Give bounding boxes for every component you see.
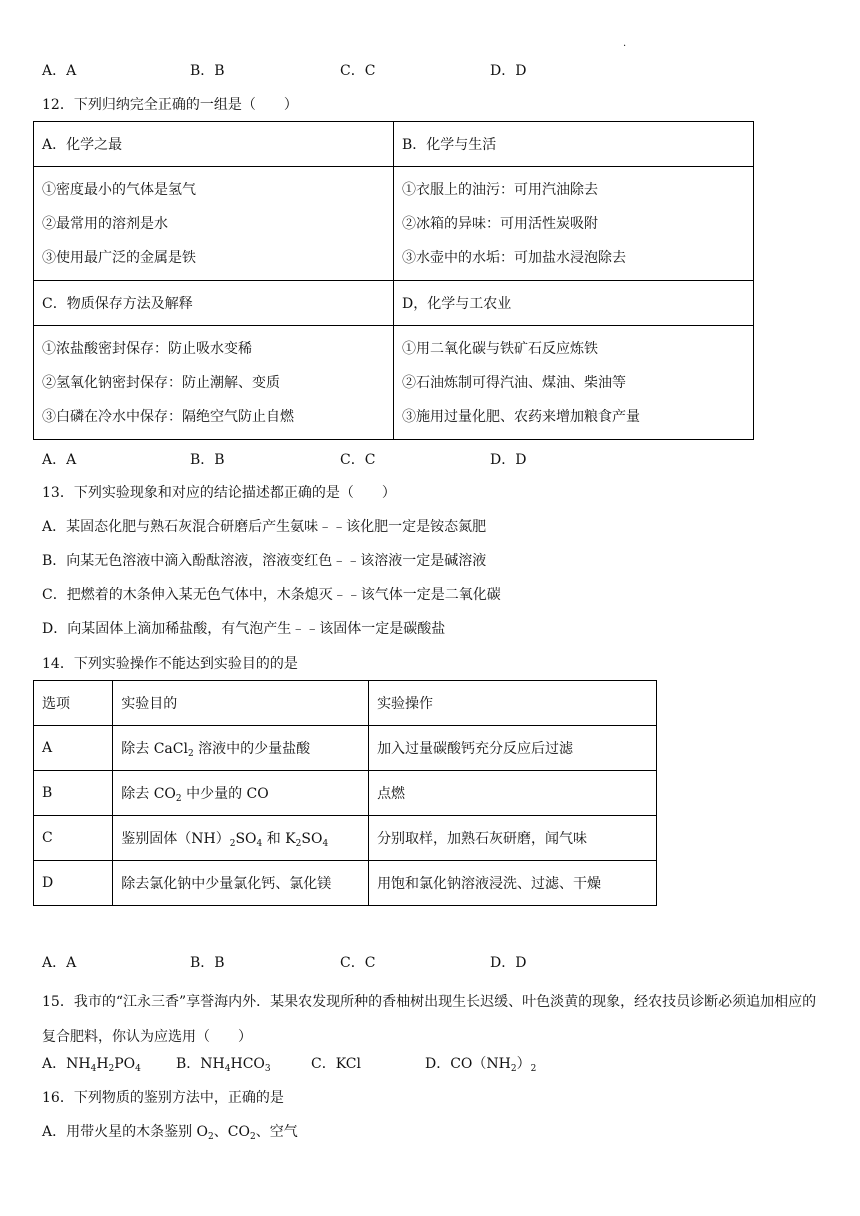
row-purpose: 鉴别固体$(NH)_2SO_4$ 和 $K_2SO_4$	[113, 816, 369, 861]
q14-stem: 14．下列实验操作不能达到实验目的的是	[42, 656, 298, 672]
q12-d-item: ③施用过量化肥、农药来增加粮食产量	[402, 408, 640, 425]
header-option: 选项	[34, 681, 113, 726]
q12-group-a-items	[34, 167, 394, 281]
table-row	[34, 771, 657, 816]
q12-option-a[interactable]: A．A	[42, 452, 77, 468]
q12-group-a-title: A．化学之最	[34, 122, 394, 167]
row-option: C	[34, 816, 113, 861]
q12-a-item: ②最常用的溶剂是水	[42, 215, 168, 232]
row-operation: 点燃	[369, 771, 657, 816]
q14-option-c[interactable]: C．C	[340, 955, 376, 971]
q12-d-item: ②石油炼制可得汽油、煤油、柴油等	[402, 374, 626, 391]
table-header-row	[34, 681, 657, 726]
q13-choice-d[interactable]: D．向某固体上滴加稀盐酸，有气泡产生﹣﹣该固体一定是碳酸盐	[42, 621, 446, 637]
q12-b-item: ②冰箱的异味：可用活性炭吸附	[402, 215, 598, 232]
q15-option-b[interactable]: B．$NH_4HCO_3$	[176, 1056, 271, 1074]
q12-b-item: ①衣服上的油污：可用汽油除去	[402, 181, 598, 198]
table-row	[34, 861, 657, 906]
q14-option-b[interactable]: B．B	[190, 955, 225, 971]
header-dot: .	[623, 38, 627, 49]
q12-table	[33, 121, 754, 440]
q15-option-a[interactable]: A．$NH_4H_2PO_4$	[42, 1056, 141, 1074]
q14-options	[42, 954, 602, 972]
q16-choice-a[interactable]: A．用带火星的木条鉴别 $O_2$、$CO_2$、空气	[42, 1124, 298, 1142]
row-option: D	[34, 861, 113, 906]
q16-stem: 16．下列物质的鉴别方法中，正确的是	[42, 1090, 284, 1106]
q12-c-item: ③白磷在冷水中保存：隔绝空气防止自燃	[42, 408, 294, 425]
q12-group-d-title: D，化学与工农业	[394, 281, 754, 326]
q12-option-d[interactable]: D．D	[490, 452, 527, 468]
q11-option-d[interactable]: D．D	[490, 63, 527, 79]
row-option: B	[34, 771, 113, 816]
q15-option-c[interactable]: C．KCl	[311, 1056, 361, 1072]
q12-group-b-title: B．化学与生活	[394, 122, 754, 167]
q14-option-a[interactable]: A．A	[42, 955, 77, 971]
row-purpose: 除去 $CO_2$ 中少量的 CO	[113, 771, 369, 816]
row-purpose: 除去氯化钠中少量氯化钙、氯化镁	[113, 861, 369, 906]
q12-a-item: ③使用最广泛的金属是铁	[42, 249, 196, 266]
q12-group-d-items	[394, 326, 754, 440]
row-operation: 用饱和氯化钠溶液浸洗、过滤、干燥	[369, 861, 657, 906]
row-operation: 加入过量碳酸钙充分反应后过滤	[369, 726, 657, 771]
q12-a-item: ①密度最小的气体是氢气	[42, 181, 196, 198]
q12-b-item: ③水壶中的水垢：可加盐水浸泡除去	[402, 249, 626, 266]
row-option: A	[34, 726, 113, 771]
table-row	[34, 816, 657, 861]
q15-option-d[interactable]: D．$CO(NH_2)_2$	[425, 1056, 537, 1074]
q12-group-c-items	[34, 326, 394, 440]
q12-options	[42, 451, 602, 469]
q12-group-b-items	[394, 167, 754, 281]
q13-choice-a[interactable]: A．某固态化肥与熟石灰混合研磨后产生氨味﹣﹣该化肥一定是铵态氮肥	[42, 519, 487, 535]
q11-option-b[interactable]: B．B	[190, 63, 225, 79]
q11-options	[42, 62, 602, 80]
table-row	[34, 726, 657, 771]
q13-choice-c[interactable]: C．把燃着的木条伸入某无色气体中，木条熄灭﹣﹣该气体一定是二氧化碳	[42, 587, 501, 603]
q12-stem: 12．下列归纳完全正确的一组是（ ）	[42, 97, 298, 113]
q12-option-b[interactable]: B．B	[190, 452, 225, 468]
q12-option-c[interactable]: C．C	[340, 452, 376, 468]
q14-option-d[interactable]: D．D	[490, 955, 527, 971]
q13-stem: 13．下列实验现象和对应的结论描述都正确的是（ ）	[42, 485, 396, 501]
q12-c-item: ①浓盐酸密封保存：防止吸水变稀	[42, 340, 252, 357]
q12-c-item: ②氢氧化钠密封保存：防止潮解、变质	[42, 374, 280, 391]
row-purpose: 除去 CaCl$_2$ 溶液中的少量盐酸	[113, 726, 369, 771]
q12-group-c-title: C．物质保存方法及解释	[34, 281, 394, 326]
q14-table	[33, 680, 657, 906]
q12-d-item: ①用二氧化碳与铁矿石反应炼铁	[402, 340, 598, 357]
q13-choice-b[interactable]: B．向某无色溶液中滴入酚酞溶液，溶液变红色﹣﹣该溶液一定是碱溶液	[42, 553, 487, 569]
header-purpose: 实验目的	[113, 681, 369, 726]
row-operation: 分别取样，加熟石灰研磨，闻气味	[369, 816, 657, 861]
header-operation: 实验操作	[369, 681, 657, 726]
q15-stem: 15．我市的“江永三香”享誉海内外．某果农发现所种的香柚树出现生长迟缓、叶色淡黄的现象，经农技员诊断必须追加相应的复合肥料，你认为应选用（ ）	[42, 994, 817, 1045]
q11-option-c[interactable]: C．C	[340, 63, 376, 79]
q11-option-a[interactable]: A．A	[42, 63, 77, 79]
